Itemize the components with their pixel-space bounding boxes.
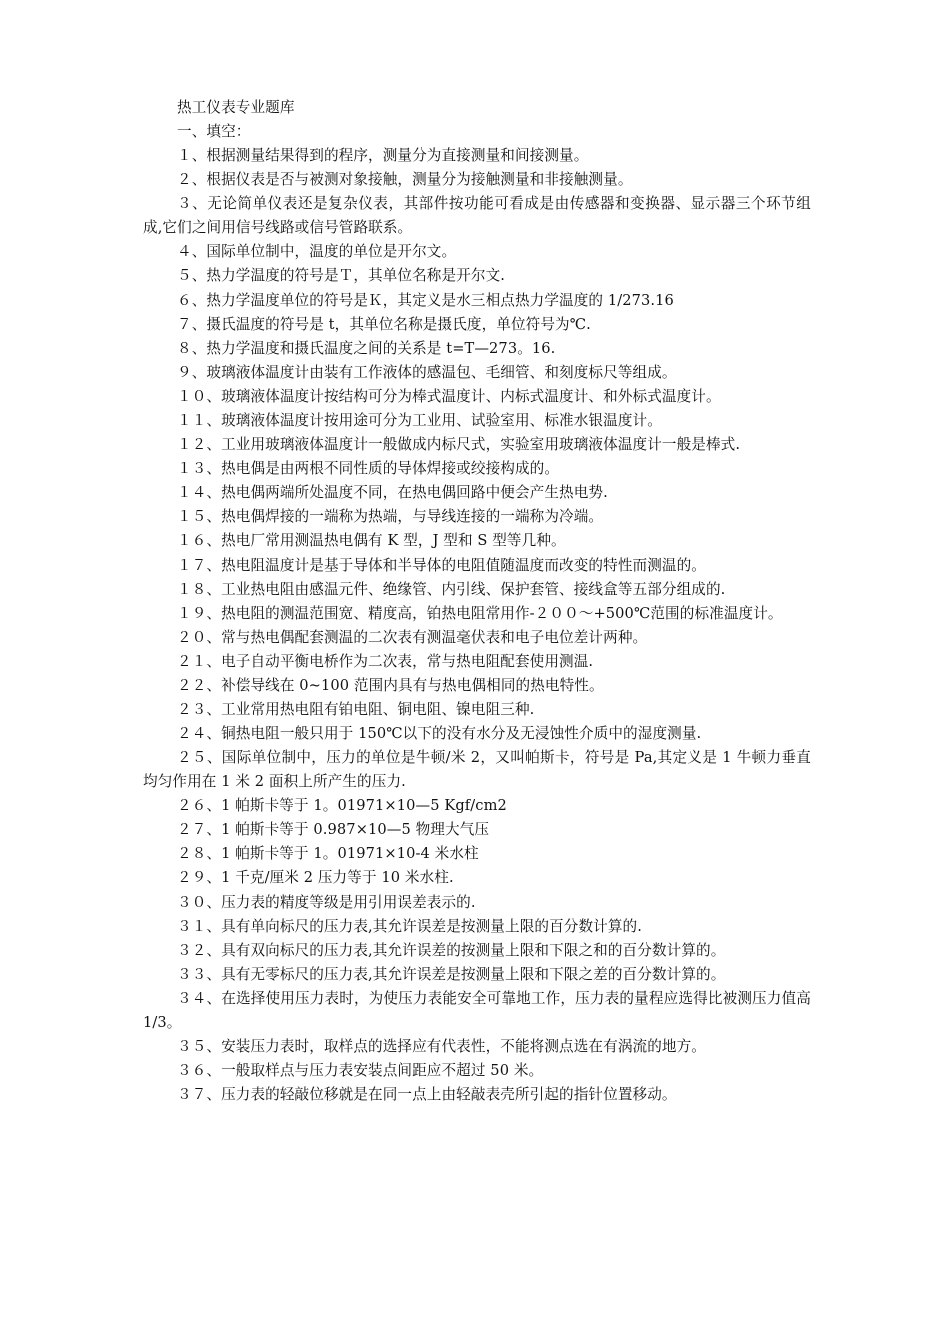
question-item: ２４、铜热电阻一般只用于 150℃以下的没有水分及无浸蚀性介质中的湿度测量. [177, 725, 702, 743]
question-item: ２、根据仪表是否与被测对象接触，测量分为接触测量和非接触测量。 [177, 171, 633, 189]
question-item: ９、玻璃液体温度计由装有工作液体的感温包、毛细管、和刻度标尺等组成。 [177, 363, 677, 381]
question-item: ３２、具有双向标尺的压力表,其允许误差的按测量上限和下限之和的百分数计算的。 [177, 941, 726, 959]
question-item: １２、工业用玻璃液体温度计一般做成内标尺式，实验室用玻璃液体温度计一般是棒式. [177, 436, 741, 454]
question-item: ５、热力学温度的符号是Ｔ，其单位名称是开尔文. [177, 267, 506, 285]
question-item: ３４、在选择使用压力表时，为使压力表能安全可靠地工作，压力表的量程应选得比被测压力值高 1/3。 [143, 989, 811, 1031]
question-item: ２７、1 帕斯卡等于 0.987×10—5 物理大气压 [177, 821, 490, 839]
question-item: ３、无论简单仪表还是复杂仪表，其部件按功能可看成是由传感器和变换器、显示器三个环节组成,它们之间用信号线路或信号管路联系。 [143, 195, 811, 237]
question-item: １８、工业热电阻由感温元件、绝缘管、内引线、保护套管、接线盒等五部分组成的. [177, 580, 726, 598]
question-item: ２９、1 千克/厘米 2 压力等于 10 米水柱. [177, 869, 454, 887]
question-item: ２０、常与热电偶配套测温的二次表有测温毫伏表和电子电位差计两种。 [177, 628, 648, 646]
question-item: １０、玻璃液体温度计按结构可分为棒式温度计、内标式温度计、和外标式温度计。 [177, 387, 721, 405]
question-item: ３３、具有无零标尺的压力表,其允许误差是按测量上限和下限之差的百分数计算的。 [177, 965, 726, 983]
question-item: １７、热电阻温度计是基于导体和半导体的电阻值随温度而改变的特性而测温的。 [177, 556, 706, 574]
question-item: ８、热力学温度和摄氏温度之间的关系是 t=T—273。16. [177, 339, 556, 357]
question-item: ２１、电子自动平衡电桥作为二次表，常与热电阻配套使用测温. [177, 652, 594, 670]
question-item: ３６、一般取样点与压力表安装点间距应不超过 50 米。 [177, 1062, 544, 1079]
question-item: １３、热电偶是由两根不同性质的导体焊接或绞接构成的。 [177, 460, 560, 478]
question-item: ２５、国际单位制中，压力的单位是牛顿/米 2，又叫帕斯卡，符号是 Pa,其定义是 1 牛顿力垂直均匀作用在 1 米 2 面积上所产生的压力. [143, 749, 811, 791]
question-item: ３１、具有单向标尺的压力表,其允许误差是按测量上限的百分数计算的. [177, 917, 642, 935]
section-heading: 一、填空： [177, 123, 251, 141]
question-item: １９、热电阻的测温范围宽、精度高，铂热电阻常用作-２００～+500℃范围的标准温度计。 [177, 604, 783, 622]
question-item: ３０、压力表的精度等级是用引用误差表示的. [177, 893, 476, 911]
question-item: １１、玻璃液体温度计按用途可分为工业用、试验室用、标准水银温度计。 [177, 412, 662, 430]
question-item: ３５、安装压力表时，取样点的选择应有代表性，不能将测点选在有涡流的地方。 [177, 1037, 706, 1055]
question-item: ４、国际单位制中，温度的单位是开尔文。 [177, 243, 457, 261]
question-item: ３７、压力表的轻敲位移就是在同一点上由轻敲表壳所引起的指针位置移动。 [177, 1086, 677, 1104]
question-item: ２２、补偿导线在 0~100 范围内具有与热电偶相同的热电特性。 [177, 676, 604, 694]
document-body [143, 96, 811, 1107]
question-item: ６、热力学温度单位的符号是Ｋ，其定义是水三相点热力学温度的 1/273.16 [177, 291, 674, 309]
question-item: １６、热电厂常用测温热电偶有 K 型，J 型和 S 型等几种。 [177, 532, 566, 550]
question-item: ７、摄氏温度的符号是 t，其单位名称是摄氏度，单位符号为℃. [177, 315, 591, 333]
question-item: １、根据测量结果得到的程序，测量分为直接测量和间接测量。 [177, 147, 589, 165]
document-title: 热工仪表专业题库 [177, 99, 295, 116]
question-item: １５、热电偶焊接的一端称为热端，与导线连接的一端称为冷端。 [177, 508, 604, 526]
question-item: １４、热电偶两端所处温度不同，在热电偶回路中便会产生热电势. [177, 484, 608, 502]
question-item: ２６、1 帕斯卡等于 1。01971×10—5 Kgf/cm2 [177, 797, 507, 815]
question-item: ２８、1 帕斯卡等于 1。01971×10-4 米水柱 [177, 845, 479, 863]
question-item: ２３、工业常用热电阻有铂电阻、铜电阻、镍电阻三种. [177, 700, 535, 718]
